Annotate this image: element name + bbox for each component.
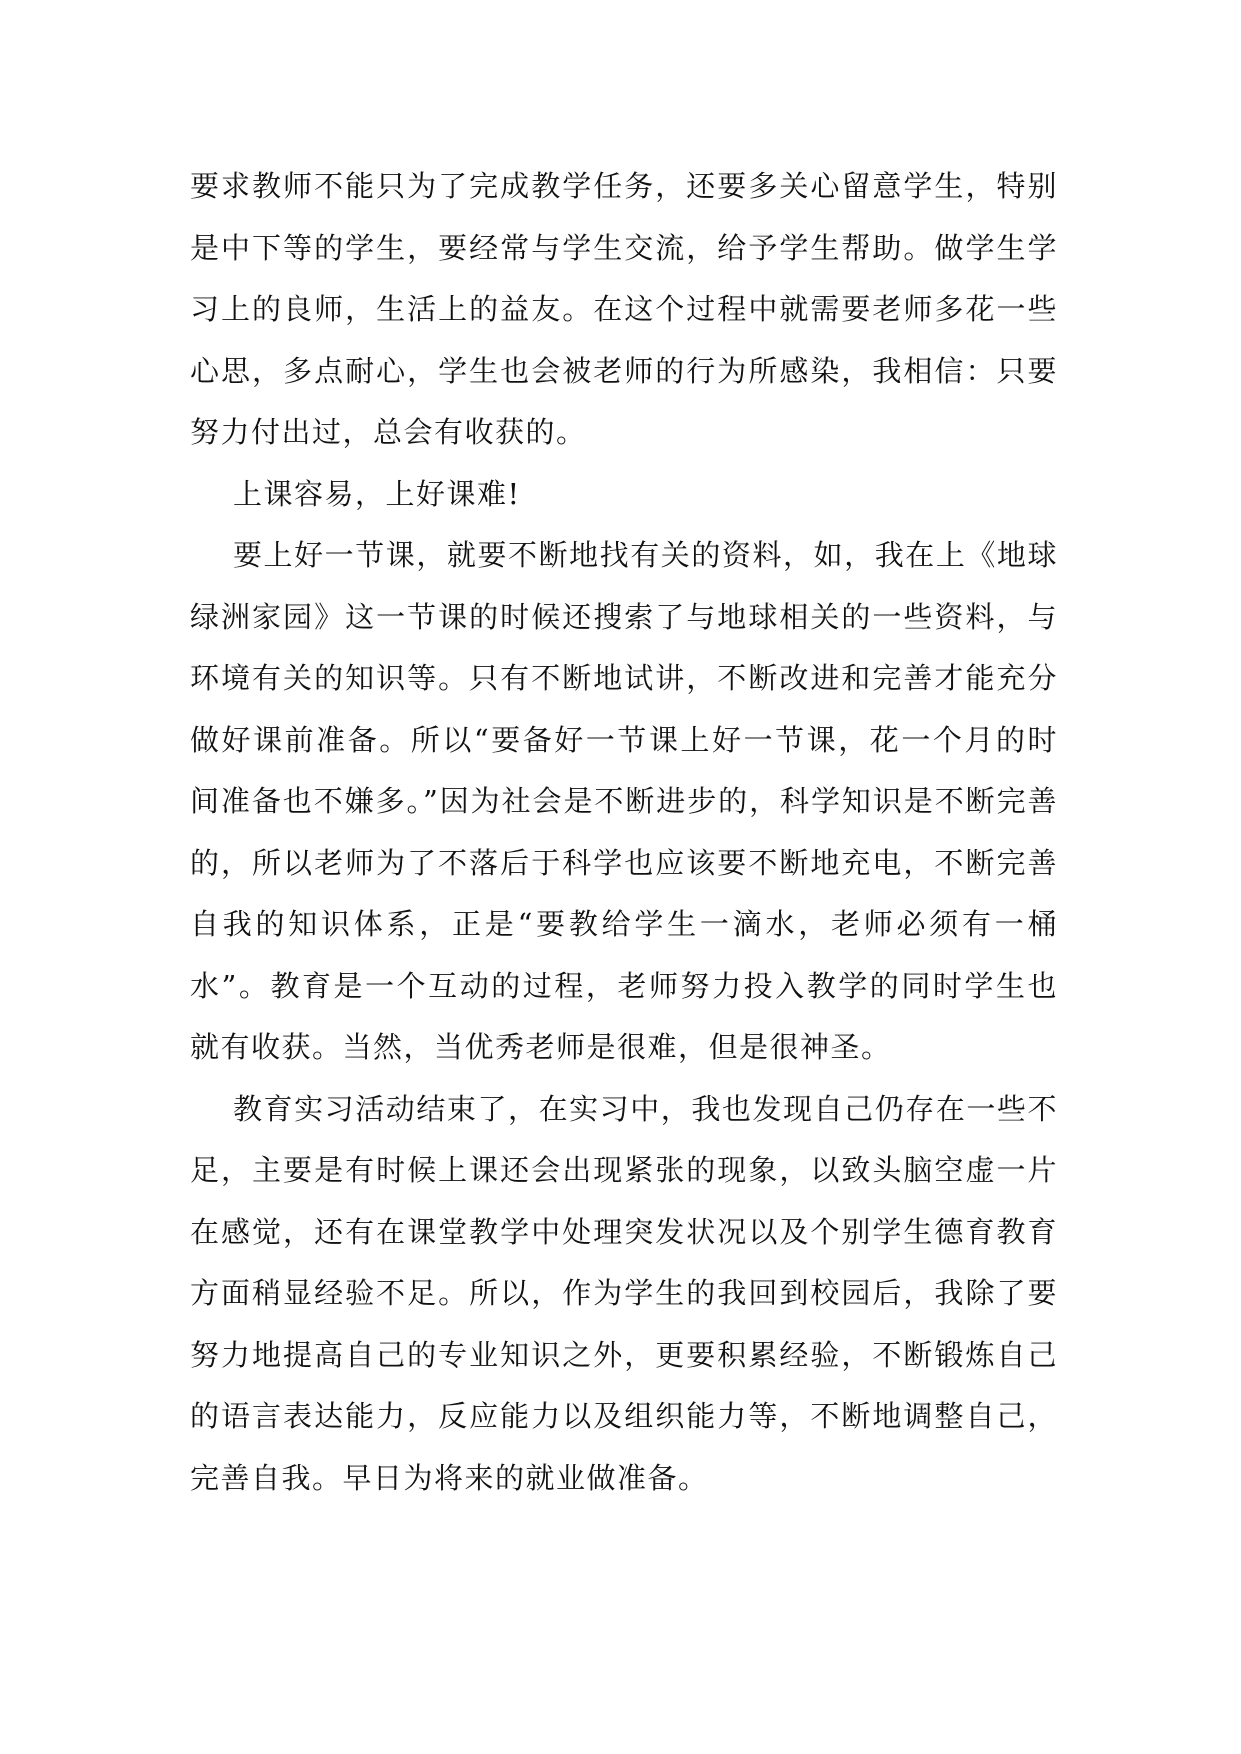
document-body xyxy=(190,156,1058,1509)
paragraph-lesson-preparation: 要上好一节课，就要不断地找有关的资料，如，我在上《地球绿洲家园》这一节课的时候还搜索了与地球相关的一些资料，与环境有关的知识等。只有不断地试讲，不断改进和完善才能充分做好课前准备。所以“要备好一节课上好一节课，花一个月的时间准备也不嫌多。”因为社会是不断进步的，科学知识是不断完善的，所以老师为了不落后于科学也应该要不断地充电，不断完善自我的知识体系，正是“要教给学生一滴水，老师必须有一桶水”。教育是一个互动的过程，老师努力投入教学的同时学生也就有收获。当然，当优秀老师是很难，但是很神圣。 xyxy=(190,538,1058,1064)
paragraph-short-statement: 上课容易，上好课难! xyxy=(233,476,521,511)
paragraph-internship-reflection: 教育实习活动结束了，在实习中，我也发现自己仍存在一些不足，主要是有时候上课还会出现紧张的现象，以致头脑空虚一片在感觉，还有在课堂教学中处理突发状况以及个别学生德育教育方面稍显经验不足。所以，作为学生的我回到校园后，我除了要努力地提高自己的专业知识之外，更要积累经验，不断锻炼自己的语言表达能力，反应能力以及组织能力等，不断地调整自己，完善自我。早日为将来的就业做准备。 xyxy=(190,1091,1058,1495)
paragraph-continued: 要求教师不能只为了完成教学任务，还要多关心留意学生，特别是中下等的学生，要经常与学生交流，给予学生帮助。做学生学习上的良师，生活上的益友。在这个过程中就需要老师多花一些心思，多点耐心，学生也会被老师的行为所感染，我相信：只要努力付出过，总会有收获的。 xyxy=(190,169,1058,449)
